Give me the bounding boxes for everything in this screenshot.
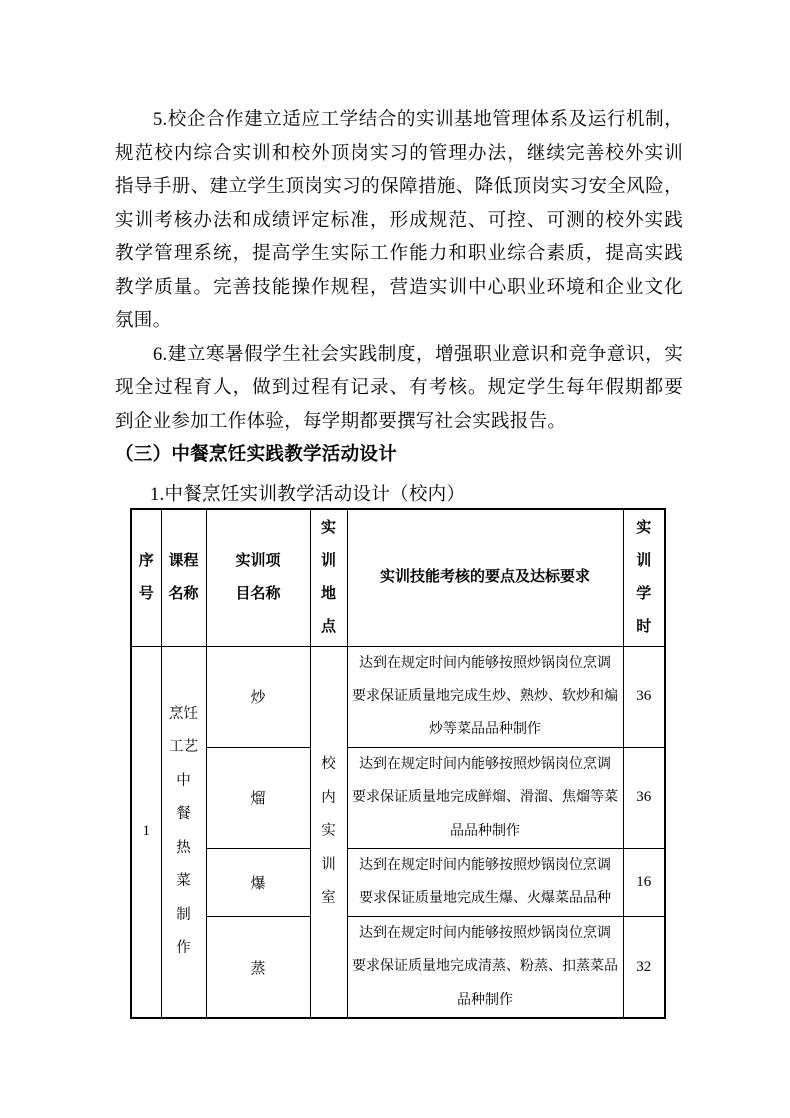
- header-requirement: 实训技能考核的要点及达标要求: [347, 509, 623, 646]
- training-activity-table: [130, 508, 666, 1019]
- requirement-cell-4: 达到在规定时间内能够按照炒锅岗位烹调 要求保证质量地完成清蒸、粉蒸、扣蒸菜品 品种制作: [347, 916, 623, 1018]
- body-text: [115, 104, 683, 512]
- table-row: [131, 916, 665, 1018]
- paragraph-6: 6.建立寒暑假学生社会实践制度，增强职业意识和竞争意识，实 现全过程育人，做到过程有记录、有考核。规定学生每年假期都要 到企业参加工作体验，每学期都要撰写社会实践报告。: [115, 344, 683, 432]
- project-cell-zheng: 蒸: [206, 916, 310, 1018]
- project-cell-liu: 熘: [206, 747, 310, 848]
- table-row: [131, 848, 665, 916]
- hours-cell-4: 32: [623, 916, 665, 1018]
- project-cell-chao: 炒: [206, 646, 310, 747]
- header-course-name: 课程 名称: [161, 509, 206, 646]
- project-cell-bao: 爆: [206, 848, 310, 916]
- requirement-cell-2: 达到在规定时间内能够按照炒锅岗位烹调 要求保证质量地完成鲜熘、滑溜、焦熘等菜 品品种制作: [347, 747, 623, 848]
- header-hours: 实 训 学 时: [623, 509, 665, 646]
- seq-cell: 1: [131, 646, 161, 1018]
- hours-cell-1: 36: [623, 646, 665, 747]
- paragraph-5: 5.校企合作建立适应工学结合的实训基地管理体系及运行机制， 规范校内综合实训和校外顶岗实习的管理办法，继续完善校外实训 指导手册、建立学生顶岗实习的保障措施、降低顶岗实习安全风险， 实训考核办法和成绩评定标准，形成规范、可控、可测的校外实践 教学管理系统，提高学生实际工作能力和职业综合素质，提高实践 教学质量。完善技能操作规程，营造实训中心职业环境和企业文化 氛围。: [115, 110, 683, 331]
- location-cell: 校 内 实 训 室: [310, 646, 347, 1018]
- hours-cell-3: 16: [623, 848, 665, 916]
- requirement-cell-1: 达到在规定时间内能够按照炒锅岗位烹调 要求保证质量地完成生炒、熟炒、软炒和煸 炒等菜品品种制作: [347, 646, 623, 747]
- table-header-row: [131, 509, 665, 646]
- header-project-name: 实训项 目名称: [206, 509, 310, 646]
- course-name-cell: 烹饪 工艺 中 餐 热 菜 制 作: [161, 646, 206, 1018]
- table-row: [131, 646, 665, 747]
- hours-cell-2: 36: [623, 747, 665, 848]
- sub-heading: 1.中餐烹饪实训教学活动设计（校内）: [150, 484, 466, 505]
- section-heading: （三）中餐烹饪实践教学活动设计: [115, 445, 398, 465]
- header-seq: 序 号: [131, 509, 161, 646]
- requirement-cell-3: 达到在规定时间内能够按照炒锅岗位烹调 要求保证质量地完成生爆、火爆菜品品种: [347, 848, 623, 916]
- header-location: 实 训 地 点: [310, 509, 347, 646]
- table-row: [131, 747, 665, 848]
